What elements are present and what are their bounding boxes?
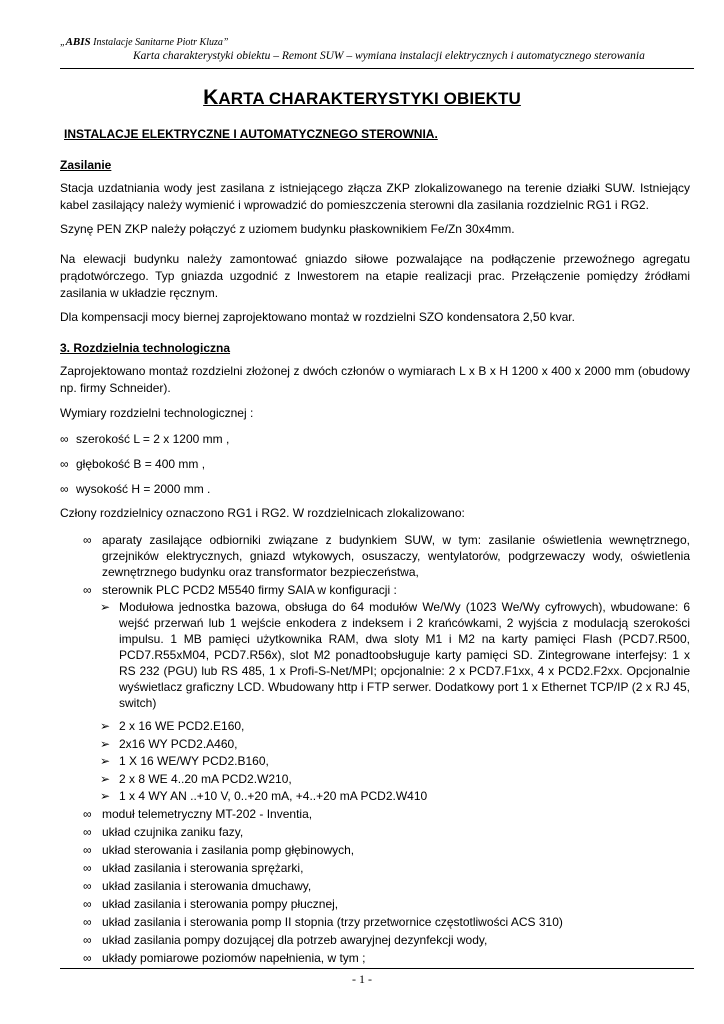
infinity-bullet-icon: ∞ [83, 951, 92, 965]
quote-close: ” [222, 37, 229, 48]
header-company [60, 36, 228, 48]
item-text: układ zasilania i sterowania sprężarki, [102, 861, 304, 875]
switchboard-item [83, 914, 690, 930]
dims-item-text: szerokość L = 2 x 1200 mm , [76, 432, 230, 446]
infinity-bullet-icon: ∞ [60, 432, 69, 446]
arrow-bullet-icon: ➢ [100, 754, 111, 768]
infinity-bullet-icon: ∞ [83, 843, 92, 857]
power-paragraph-1: Stacja uzdatniania wody jest zasilana z istniejącego złącza ZKP zlokalizowanego na terenie działki SUW. Istniejący kabel zasilający należy wymienić i wprowadzić do pomieszczenia sterowni dla zasilania rozdzielnic RG1 i RG2. [60, 181, 690, 212]
item-text: aparaty zasilające odbiorniki związane z budynkiem SUW, w tym: zasilanie oświetlenia wewnętrznego, grzejników elektrycznych, gniazd wtykowych, osuszaczy, wentylatorów, podgrzewaczy wody, oświetlenia zewnętrznego budynku oraz transformator bezpieczeństwa, [102, 533, 690, 579]
power-heading [60, 157, 690, 174]
item-text: układ zasilania pompy dozującej dla potrzeb awaryjnej dezynfekcji wody, [102, 933, 488, 947]
infinity-bullet-icon: ∞ [60, 457, 69, 471]
footer-divider [60, 968, 694, 969]
switchboard-item [83, 842, 690, 858]
item-text: układy pomiarowe poziomów napełnienia, w tym ; [102, 951, 366, 965]
arrow-bullet-icon: ➢ [100, 600, 111, 614]
infinity-bullet-icon: ∞ [83, 915, 92, 929]
switchboard-item [83, 950, 690, 966]
arrow-bullet-icon: ➢ [100, 772, 111, 786]
infinity-bullet-icon: ∞ [60, 482, 69, 496]
item-text: układ zasilania i sterowania pompy płucznej, [102, 897, 339, 911]
infinity-bullet-icon: ∞ [83, 807, 92, 821]
infinity-bullet-icon: ∞ [83, 879, 92, 893]
plc-config-item [100, 718, 690, 734]
section-installations-heading: INSTALACJE ELEKTRYCZNE I AUTOMATYCZNEGO STEROWNIA. [64, 127, 438, 141]
infinity-bullet-icon: ∞ [83, 861, 92, 875]
located-label: Człony rozdzielnicy oznaczono RG1 i RG2. W rozdzielnicach zlokalizowano: [60, 506, 465, 520]
item-text: układ zasilania i sterowania pomp II stopnia (trzy przetwornice częstotliwości ACS 310) [102, 915, 563, 929]
arrow-bullet-icon: ➢ [100, 719, 111, 733]
switchboard-item-plc [83, 582, 690, 598]
switchboard-item-devices [83, 532, 690, 580]
dims-item-text: głębokość B = 400 mm , [76, 457, 206, 471]
arrow-bullet-icon: ➢ [100, 737, 111, 751]
dims-item [60, 431, 690, 448]
item-text: układ sterowania i zasilania pomp głębinowych, [102, 843, 355, 857]
item-text: układ zasilania i sterowania dmuchawy, [102, 879, 312, 893]
plc-config-text: 1 x 4 WY AN ..+10 V, 0..+20 mA, +4..+20 mA PCD2.W410 [119, 789, 428, 803]
plc-config-text: Modułowa jednostka bazowa, obsługa do 64 modułów We/Wy (1023 We/Wy cyfrowych), wbudowane: 6 wejść przerwań lub 1 wejście enkodera z indeksem i 2 krańcówkami, 2 wyjścia z modulacją szerokości impulsu. 1 MB pamięci użytkownika RAM, dwa sloty M1 i M2 na karty pamięci Flash (PCD7.R500, PCD7.R55xM04, PCD7.R56x), slot M2 ponadtoobsługuje karty pamięci SD. Zintegrowane interfejsy: 1 x RS 232 (PGU) lub RS 485, 1 x Profi-S-Net/MPI; opcjonalnie: 2 x PCD7.F1xx, 4 x PCD2.F2xx. Opcjonalnie wyświetlacz graficzny LCD. Wbudowany http i FTP serwer. Dodatkowy port 1 x Ethernet TCP/IP (2 x RJ 45, switch) [119, 600, 690, 710]
power-heading-text: Zasilanie [60, 158, 112, 172]
company-abis: ABIS [65, 36, 91, 48]
power-paragraph-3: Na elewacji budynku należy zamontować gniazdo siłowe pozwalające na podłączenie przewoźnego agregatu prądotwórczego. Typ gniazda uzgodnić z Inwestorem na etapie realizacji prac. Przełączenie pomiędzy źródłami zasilania w układzie ręcznym. [60, 252, 690, 300]
page-title [0, 86, 724, 110]
switchboard-item [83, 896, 690, 912]
switchboard-item [83, 806, 690, 822]
plc-config-item [100, 736, 690, 752]
item-text: moduł telemetryczny MT-202 - Inventia, [102, 807, 313, 821]
switchboard-heading-text: 3. Rozdzielnia technologiczna [60, 341, 231, 355]
switchboard-item [83, 860, 690, 876]
power-paragraph-2: Szynę PEN ZKP należy połączyć z uziomem budynku płaskownikiem Fe/Zn 30x4mm. [60, 222, 515, 236]
title-initial: K [203, 86, 219, 109]
plc-config-text: 2x16 WY PCD2.A460, [119, 737, 238, 751]
plc-config-text: 2 x 8 WE 4..20 mA PCD2.W210, [119, 772, 292, 786]
power-paragraph-4: Dla kompensacji mocy biernej zaprojektowano montaż w rozdzielni SZO kondensatora 2,50 kvar. [60, 310, 575, 324]
title-rest: ARTA CHARAKTERYSTYKI OBIEKTU [218, 89, 521, 108]
dims-label: Wymiary rozdzielni technologicznej : [60, 406, 254, 420]
plc-config-item [100, 788, 690, 804]
dims-item-text: wysokość H = 2000 mm . [76, 482, 211, 496]
infinity-bullet-icon: ∞ [83, 897, 92, 911]
plc-config-item [100, 599, 690, 711]
dims-item [60, 481, 690, 498]
plc-config-item [100, 771, 690, 787]
switchboard-item [83, 932, 690, 948]
company-name: Instalacje Sanitarne Piotr Kluza [90, 37, 223, 48]
quote-open: „ [60, 37, 66, 48]
plc-config-text: 2 x 16 WE PCD2.E160, [119, 719, 245, 733]
infinity-bullet-icon: ∞ [83, 533, 92, 547]
switchboard-item [83, 878, 690, 894]
switchboard-item [83, 824, 690, 840]
item-text: układ czujnika zaniku fazy, [102, 825, 244, 839]
header-subtitle: Karta charakterystyki obiektu – Remont SUW – wymiana instalacji elektrycznych i automatycznego sterowania [133, 50, 645, 62]
infinity-bullet-icon: ∞ [83, 583, 92, 597]
switchboard-paragraph-1: Zaprojektowano montaż rozdzielni złożonej z dwóch członów o wymiarach L x B x H 1200 x 400 x 2000 mm (obudowy np. firmy Schneider). [60, 364, 690, 395]
plc-config-item [100, 753, 690, 769]
infinity-bullet-icon: ∞ [83, 933, 92, 947]
switchboard-heading [60, 340, 690, 357]
header-divider [60, 68, 694, 69]
page-number: - 1 - [352, 972, 372, 986]
plc-config-text: 1 X 16 WE/WY PCD2.B160, [119, 754, 269, 768]
dims-item [60, 456, 690, 473]
arrow-bullet-icon: ➢ [100, 789, 111, 803]
infinity-bullet-icon: ∞ [83, 825, 92, 839]
item-text: sterownik PLC PCD2 M5540 firmy SAIA w konfiguracji : [102, 583, 397, 597]
